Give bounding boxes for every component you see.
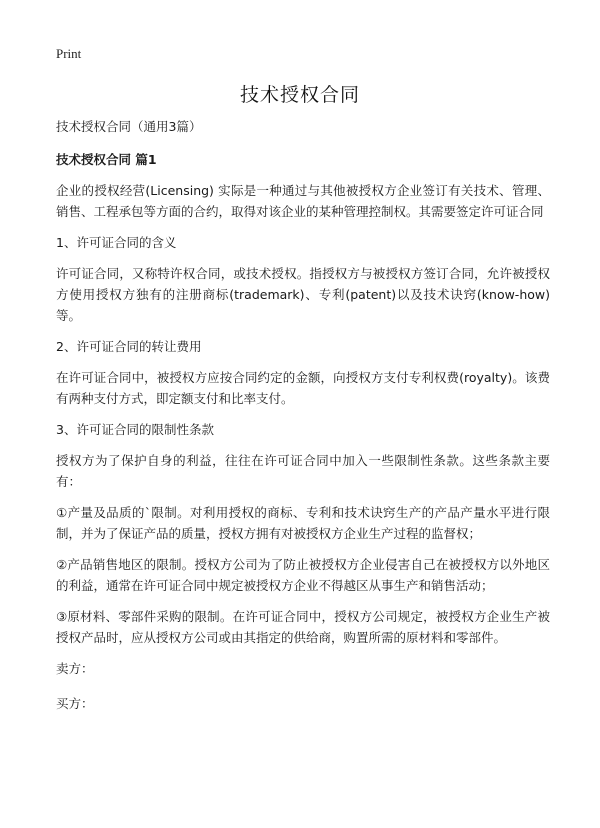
paragraph-2: 在许可证合同中，被授权方应按合同约定的金额，向授权方支付专利权费(royalty)。该费有两种支付方式，即定额支付和比率支付。	[56, 370, 550, 406]
heading-2: 2、许可证合同的转让费用	[56, 339, 202, 354]
list-item-2: ②产品销售地区的限制。授权方公司为了防止被授权方企业侵害自己在被授权方以外地区的利益，通常在许可证合同中规定被授权方企业不得越区从事生产和销售活动；	[56, 557, 550, 593]
paragraph-3: 授权方为了保护自身的利益，往往在许可证合同中加入一些限制性条款。这些条款主要有：	[56, 453, 550, 489]
seller-label: 卖方：	[56, 661, 94, 676]
list-item-3: ③原材料、零部件采购的限制。在许可证合同中，授权方公司规定，被授权方企业生产被授权产品时，应从授权方公司或由其指定的供给商，购置所需的原材料和零部件。	[56, 609, 550, 645]
intro-paragraph: 企业的授权经营(Licensing) 实际是一种通过与其他被授权方企业签订有关技术、管理、销售、工程承包等方面的合约，取得对该企业的某种管理控制权。其需要签定许可证合同	[56, 183, 550, 219]
document-subtitle: 技术授权合同（通用3篇）	[56, 119, 202, 134]
document-title: 技术授权合同	[239, 84, 360, 106]
section-title: 技术授权合同 篇1	[56, 152, 157, 167]
heading-3: 3、许可证合同的限制性条款	[56, 422, 214, 437]
print-link[interactable]: Print	[56, 46, 82, 61]
paragraph-1: 许可证合同，又称特许权合同，或技术授权。指授权方与被授权方签订合同，允许被授权方使用授权方独有的注册商标(trademark)、专利(patent)以及技术诀窍(know-how)等。	[56, 266, 550, 323]
heading-1: 1、许可证合同的含义	[56, 235, 177, 250]
buyer-label: 买方：	[56, 696, 94, 711]
list-item-1: ①产量及品质的`限制。对利用授权的商标、专利和技术诀窍生产的产品产量水平进行限制，并为了保证产品的质量，授权方拥有对被授权方企业生产过程的监督权；	[56, 505, 550, 541]
document-body	[56, 116, 550, 728]
